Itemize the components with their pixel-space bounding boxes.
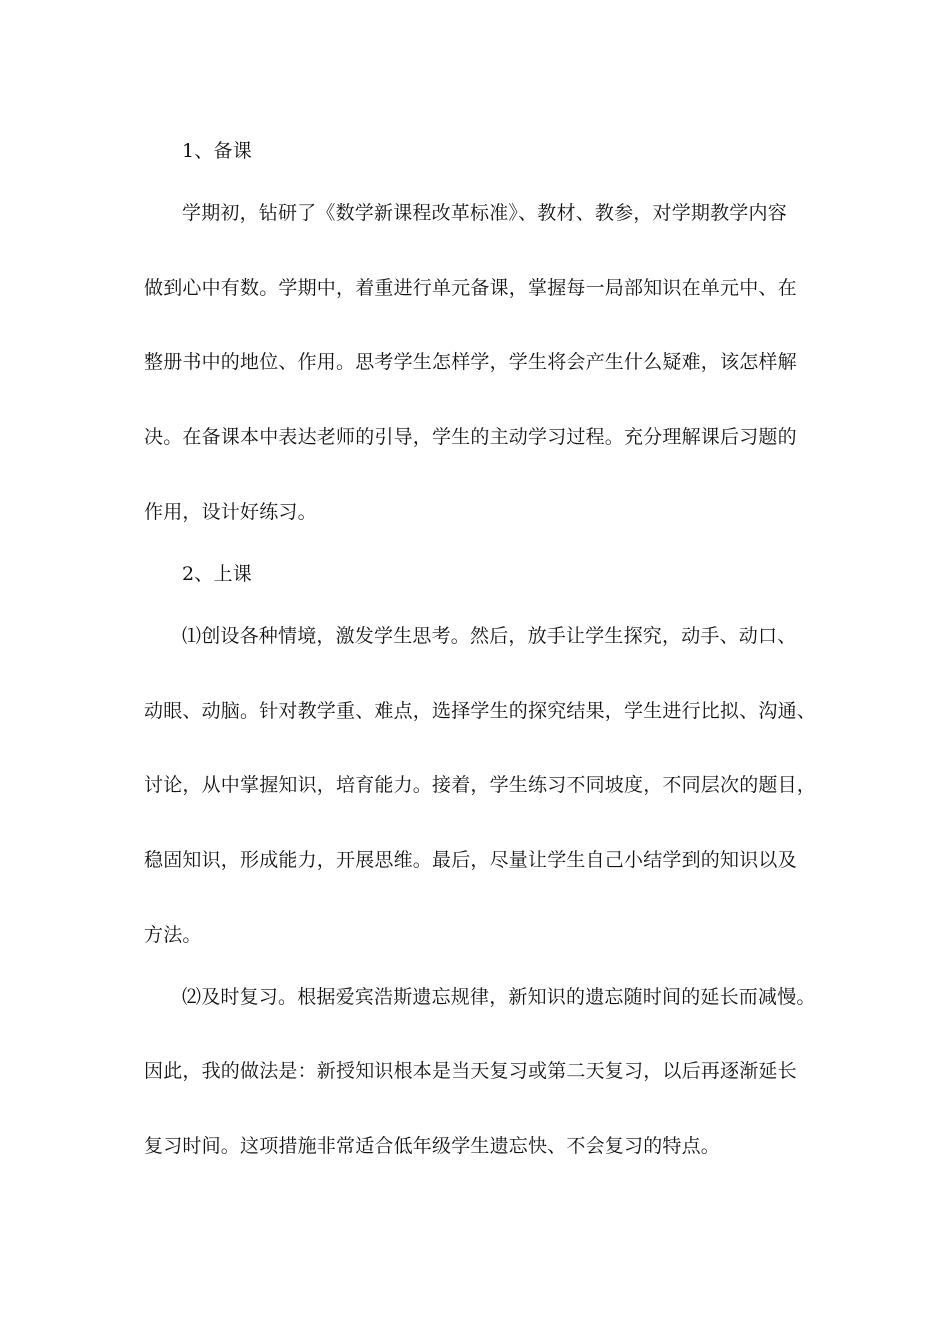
paragraph-line: 方法。 [144, 924, 202, 946]
paragraph-line: 整册书中的地位、作用。思考学生怎样学，学生将会产生什么疑难，该怎样解 [144, 351, 797, 373]
paragraph-line: 决。在备课本中表达老师的引导，学生的主动学习过程。充分理解课后习题的 [144, 426, 797, 448]
paragraph-line: ⑴创设各种情境，激发学生思考。然后，放手让学生探究，动手、动口、 [182, 625, 797, 647]
paragraph-line: 稳固知识，形成能力，开展思维。最后，尽量让学生自己小结学到的知识以及 [144, 849, 797, 871]
paragraph-line: 学期初，钻研了《数学新课程改革标准》、教材、教参，对学期教学内容 [182, 202, 787, 224]
paragraph-line: 因此，我的做法是：新授知识根本是当天复习或第二天复习，以后再逐渐延长 [144, 1060, 797, 1082]
section-heading-2: 2、上课 [182, 563, 252, 585]
section-heading-1: 1、备课 [182, 140, 252, 162]
paragraph-line: 做到心中有数。学期中，着重进行单元备课，掌握每一局部知识在单元中、在 [144, 277, 797, 299]
paragraph-line: ⑵及时复习。根据爱宾浩斯遗忘规律，新知识的遗忘随时间的延长而减慢。 [182, 986, 816, 1008]
paragraph-line: 讨论，从中掌握知识，培育能力。接着，学生练习不同坡度，不同层次的题目， [144, 774, 817, 796]
paragraph-line: 作用，设计好练习。 [144, 501, 317, 523]
paragraph-line: 复习时间。这项措施非常适合低年级学生遗忘快、不会复习的特点。 [144, 1135, 721, 1157]
paragraph-line: 动眼、动脑。针对教学重、难点，选择学生的探究结果，学生进行比拟、沟通、 [144, 700, 817, 722]
